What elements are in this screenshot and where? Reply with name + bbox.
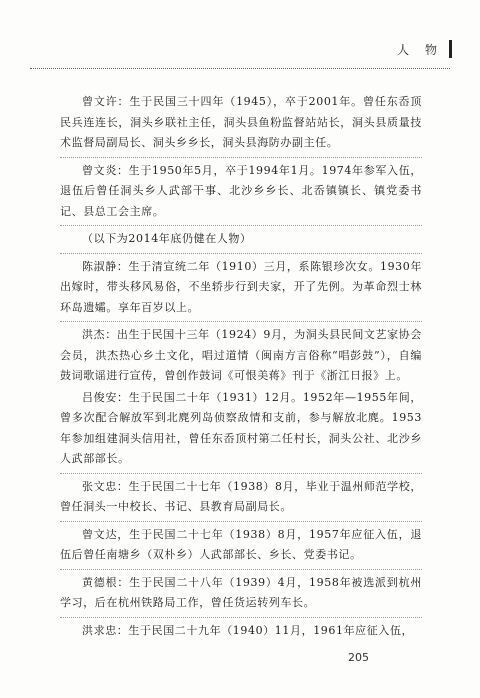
dotted-divider bbox=[60, 225, 422, 226]
header-bar bbox=[449, 40, 452, 58]
dotted-divider bbox=[60, 473, 422, 474]
paragraph: 张文忠：生于民国二十七年（1938）8月，毕业于温州师范学校，曾任洞头一中校长、书记、县教育局副局长。 bbox=[60, 479, 422, 513]
page-body bbox=[60, 92, 422, 642]
paragraph: 吕俊安：生于民国二十年（1931）12月。1952年—1955年间，曾多次配合解放军到北麂列岛侦察敌情和支前，参与解放北麂。1953年参加组建洞头信用社，曾任东岙顶村第二任村长，洞头公社、北沙乡人武部部长。 bbox=[60, 390, 422, 465]
dotted-divider bbox=[60, 569, 422, 570]
paragraph: 曾文炎：生于1950年5月，卒于1994年1月。1974年参军入伍，退伍后曾任洞头乡人武部干事、北沙乡乡长、北岙镇镇长、镇党委书记、县总工会主席。 bbox=[60, 163, 422, 218]
section-title: 人 物 bbox=[397, 42, 443, 57]
header-dotted-rule bbox=[30, 68, 450, 69]
paragraph: 黄德根：生于民国二十八年（1939）4月，1958年被选派到杭州学习，后在杭州铁路局工作，曾任货运转列车长。 bbox=[60, 575, 422, 609]
paragraph: 洪求忠：生于民国二十九年（1940）11月，1961年应征入伍， bbox=[82, 623, 414, 637]
dotted-divider bbox=[60, 617, 422, 618]
dotted-divider bbox=[60, 521, 422, 522]
dotted-divider bbox=[60, 157, 422, 158]
paragraph: 曾文许：生于民国三十四年（1945），卒于2001年。曾任东岙顶民兵连连长，洞头乡联社主任，洞头县鱼粉监督站站长，洞头县质量技术监督局副局长、洞头乡乡长，洞头县海防办副主任。 bbox=[60, 95, 422, 149]
paragraph: （以下为2014年底仍健在人物） bbox=[82, 232, 252, 245]
dotted-divider bbox=[60, 253, 422, 254]
paragraph: 陈淑静：生于清宣统二年（1910）三月，系陈银珍次女。1930年出嫁时，带头移风易俗，不坐轿步行到夫家，开了先例。为革命烈士林环岛遗孀。享年百岁以上。 bbox=[60, 259, 422, 314]
dotted-divider bbox=[60, 321, 422, 322]
page-number: 205 bbox=[348, 651, 369, 664]
paragraph: 洪杰：出生于民国十三年（1924）9月，为洞头县民间文艺家协会会员，洪杰热心乡土文化，唱过道情（闽南方言俗称“唱彭鼓”），自编鼓词歌谣进行宣传，曾创作鼓词《可恨美蒋》刊于《浙江日报》上。 bbox=[60, 328, 422, 382]
running-header bbox=[397, 40, 452, 58]
paragraph: 曾文达，生于民国二十七年（1938）8月，1957年应征入伍，退伍后曾任南塘乡（双朴乡）人武部部长、乡长、党委书记。 bbox=[60, 527, 422, 561]
